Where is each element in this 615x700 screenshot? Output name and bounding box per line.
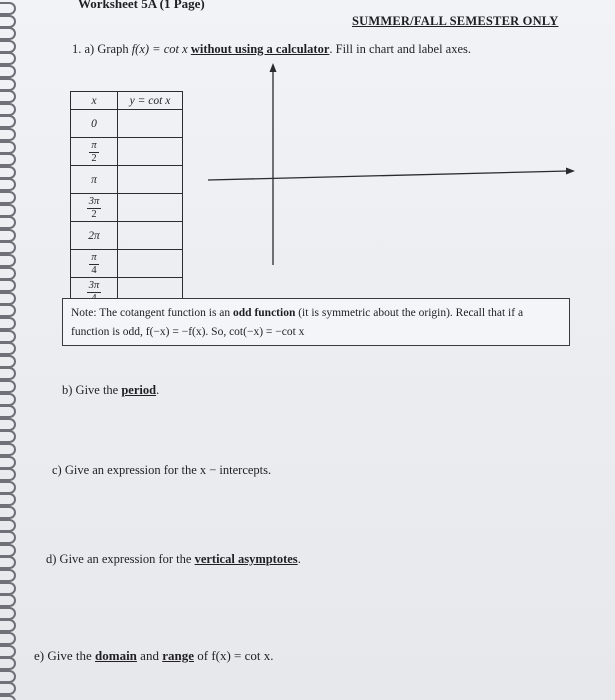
table-header-y: y = cot x bbox=[118, 92, 183, 110]
question-1a-prefix: 1. a) Graph bbox=[72, 42, 132, 56]
fraction-denominator: 2 bbox=[91, 152, 97, 164]
fraction-numerator: 3π bbox=[88, 195, 100, 207]
question-b-suffix: . bbox=[156, 383, 160, 397]
x-axis bbox=[208, 171, 568, 180]
question-c: c) Give an expression for the x − intercepts. bbox=[52, 463, 272, 477]
y-axis-arrow bbox=[270, 63, 277, 72]
question-d-prefix: d) Give an expression for the bbox=[46, 552, 195, 566]
question-b-prefix: b) Give the bbox=[62, 383, 122, 397]
note-rest: (it is symmetric about the origin). Recall that if a function is odd, f(−x) = −f(x). So, cot(−x) = −cot x bbox=[71, 307, 524, 338]
odd-function-note bbox=[62, 298, 570, 346]
question-b bbox=[62, 383, 159, 398]
question-e-mid: and bbox=[136, 648, 163, 663]
question-e-range: range bbox=[162, 648, 194, 663]
question-1a-suffix: . Fill in chart and label axes. bbox=[329, 42, 472, 56]
worksheet-title: Worksheet 5A (1 Page) bbox=[78, 0, 205, 11]
fraction-numerator: π bbox=[91, 251, 97, 263]
question-e-suffix: of f(x) = cot x. bbox=[193, 648, 274, 663]
fraction-numerator: 3π bbox=[88, 279, 100, 291]
table-header-x: x bbox=[71, 92, 118, 110]
question-b-term: period bbox=[121, 383, 157, 397]
question-d-suffix: . bbox=[297, 552, 301, 566]
question-e-prefix: e) Give the bbox=[34, 648, 96, 663]
question-e-domain: domain bbox=[95, 648, 137, 663]
question-1a-function: f(x) = cot x bbox=[131, 42, 188, 56]
table-x-value: 0 bbox=[91, 117, 97, 130]
fraction-denominator: 2 bbox=[91, 208, 97, 220]
table-x-value: π bbox=[91, 173, 97, 186]
x-axis-arrow bbox=[566, 168, 575, 175]
note-lead: Note: The cotangent function is an bbox=[71, 307, 234, 319]
fraction-denominator: 4 bbox=[91, 264, 97, 276]
note-bold: odd function bbox=[233, 307, 296, 319]
question-d bbox=[46, 552, 301, 567]
question-d-term: vertical asymptotes bbox=[194, 552, 298, 566]
question-1a-emphasis: without using a calculator bbox=[190, 42, 330, 56]
question-e bbox=[34, 648, 274, 664]
table-x-value: 2π bbox=[88, 229, 100, 242]
fraction-numerator: π bbox=[91, 139, 97, 151]
semester-label: SUMMER/FALL SEMESTER ONLY bbox=[352, 14, 559, 28]
